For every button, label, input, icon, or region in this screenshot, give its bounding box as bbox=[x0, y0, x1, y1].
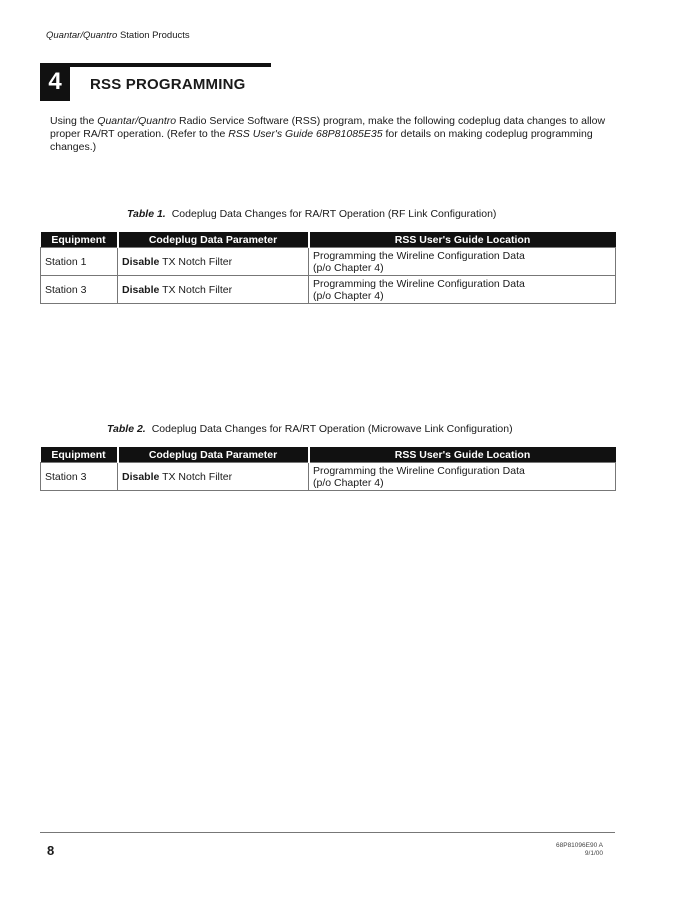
intro-paragraph: Using the Quantar/Quantro Radio Service Software (RSS) program, make the following codeplug data changes to allow proper RA/RT operation. (Refer to the RSS User's Guide 68P81085E35 for details on making codeplug programming changes.) bbox=[50, 115, 606, 153]
section-title: RSS PROGRAMMING bbox=[90, 76, 246, 93]
table2 bbox=[40, 447, 616, 491]
column-header-location: RSS User's Guide Location bbox=[309, 447, 616, 463]
column-header-location: RSS User's Guide Location bbox=[309, 232, 616, 248]
table1-caption: Table 1. Codeplug Data Changes for RA/RT Operation (RF Link Configuration) bbox=[127, 208, 497, 220]
column-header-equipment: Equipment bbox=[41, 232, 118, 248]
document-id: 68P81096E90 A 9/1/00 bbox=[556, 842, 603, 857]
table2-caption: Table 2. Codeplug Data Changes for RA/RT Operation (Microwave Link Configuration) bbox=[107, 423, 513, 435]
location-cell: Programming the Wireline Configuration Data (p/o Chapter 4) bbox=[309, 463, 616, 491]
page-number: 8 bbox=[47, 843, 55, 858]
parameter-cell: Disable TX Notch Filter bbox=[118, 463, 309, 491]
location-cell: Programming the Wireline Configuration Data (p/o Chapter 4) bbox=[309, 276, 616, 304]
column-header-equipment: Equipment bbox=[41, 447, 118, 463]
table1 bbox=[40, 232, 616, 304]
column-header-parameter: Codeplug Data Parameter bbox=[118, 447, 309, 463]
column-header-parameter: Codeplug Data Parameter bbox=[118, 232, 309, 248]
parameter-cell: Disable TX Notch Filter bbox=[118, 276, 309, 304]
footer-rule bbox=[40, 832, 615, 833]
equipment-cell: Station 3 bbox=[41, 463, 118, 491]
section-number: 4 bbox=[40, 63, 70, 101]
equipment-cell: Station 1 bbox=[41, 248, 118, 276]
table-row bbox=[41, 463, 616, 491]
table-row bbox=[41, 276, 616, 304]
equipment-cell: Station 3 bbox=[41, 276, 118, 304]
location-cell: Programming the Wireline Configuration Data (p/o Chapter 4) bbox=[309, 248, 616, 276]
table-row bbox=[41, 248, 616, 276]
parameter-cell: Disable TX Notch Filter bbox=[118, 248, 309, 276]
section-rule bbox=[70, 63, 271, 67]
running-header: Quantar/Quantro Station Products bbox=[46, 30, 190, 41]
